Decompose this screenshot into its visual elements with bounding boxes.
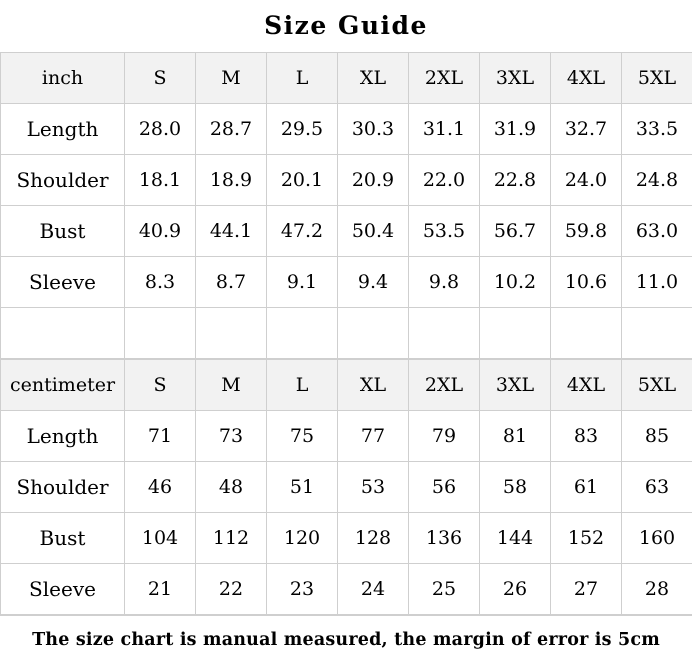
cell: 31.1 bbox=[409, 104, 480, 155]
cell: 144 bbox=[480, 513, 551, 564]
spacer-cell bbox=[338, 308, 409, 359]
cell: 9.8 bbox=[409, 257, 480, 308]
spacer-cell bbox=[196, 308, 267, 359]
cell: 58 bbox=[480, 462, 551, 513]
measure-label: Bust bbox=[1, 206, 125, 257]
cell: 9.1 bbox=[267, 257, 338, 308]
cell: 28.7 bbox=[196, 104, 267, 155]
cell: 40.9 bbox=[125, 206, 196, 257]
cell: 24.0 bbox=[551, 155, 622, 206]
cell: 32.7 bbox=[551, 104, 622, 155]
page-title: Size Guide bbox=[264, 11, 428, 40]
cell: 28 bbox=[622, 564, 692, 615]
size-header-l: L bbox=[267, 360, 338, 411]
measure-label: Length bbox=[1, 104, 125, 155]
cell: 22.8 bbox=[480, 155, 551, 206]
size-header-2xl: 2XL bbox=[409, 360, 480, 411]
size-header-xl: XL bbox=[338, 360, 409, 411]
size-header-4xl: 4XL bbox=[551, 53, 622, 104]
size-header-xl: XL bbox=[338, 53, 409, 104]
disclaimer-note: The size chart is manual measured, the margin of error is 5cm bbox=[0, 615, 692, 651]
cell: 10.6 bbox=[551, 257, 622, 308]
size-header-4xl: 4XL bbox=[551, 360, 622, 411]
cell: 46 bbox=[125, 462, 196, 513]
cell: 22 bbox=[196, 564, 267, 615]
cell: 24.8 bbox=[622, 155, 692, 206]
table-header-row bbox=[1, 360, 692, 411]
cell: 63 bbox=[622, 462, 692, 513]
cell: 112 bbox=[196, 513, 267, 564]
cell: 20.1 bbox=[267, 155, 338, 206]
table-row bbox=[1, 155, 692, 206]
size-header-m: M bbox=[196, 53, 267, 104]
cell: 59.8 bbox=[551, 206, 622, 257]
cell: 48 bbox=[196, 462, 267, 513]
spacer-cell bbox=[551, 308, 622, 359]
table-spacer-row bbox=[1, 308, 692, 359]
measure-label: Sleeve bbox=[1, 257, 125, 308]
size-header-m: M bbox=[196, 360, 267, 411]
cell: 31.9 bbox=[480, 104, 551, 155]
table-row bbox=[1, 104, 692, 155]
size-header-s: S bbox=[125, 360, 196, 411]
cell: 56 bbox=[409, 462, 480, 513]
table-row bbox=[1, 513, 692, 564]
cell: 104 bbox=[125, 513, 196, 564]
cell: 8.7 bbox=[196, 257, 267, 308]
cell: 61 bbox=[551, 462, 622, 513]
spacer-cell bbox=[267, 308, 338, 359]
cell: 28.0 bbox=[125, 104, 196, 155]
size-table-inch bbox=[0, 52, 692, 359]
cell: 30.3 bbox=[338, 104, 409, 155]
cell: 136 bbox=[409, 513, 480, 564]
cell: 11.0 bbox=[622, 257, 692, 308]
cell: 75 bbox=[267, 411, 338, 462]
measure-label: Sleeve bbox=[1, 564, 125, 615]
cell: 81 bbox=[480, 411, 551, 462]
cell: 83 bbox=[551, 411, 622, 462]
measure-label: Length bbox=[1, 411, 125, 462]
size-table-centimeter bbox=[0, 359, 692, 615]
cell: 24 bbox=[338, 564, 409, 615]
cell: 160 bbox=[622, 513, 692, 564]
size-header-3xl: 3XL bbox=[480, 360, 551, 411]
cell: 23 bbox=[267, 564, 338, 615]
table-header-row bbox=[1, 53, 692, 104]
cell: 50.4 bbox=[338, 206, 409, 257]
cell: 128 bbox=[338, 513, 409, 564]
cell: 56.7 bbox=[480, 206, 551, 257]
spacer-cell bbox=[409, 308, 480, 359]
cell: 71 bbox=[125, 411, 196, 462]
size-header-3xl: 3XL bbox=[480, 53, 551, 104]
unit-label-centimeter: centimeter bbox=[1, 360, 125, 411]
size-header-5xl: 5XL bbox=[622, 53, 692, 104]
cell: 152 bbox=[551, 513, 622, 564]
table-row bbox=[1, 564, 692, 615]
cell: 73 bbox=[196, 411, 267, 462]
cell: 63.0 bbox=[622, 206, 692, 257]
measure-label: Bust bbox=[1, 513, 125, 564]
cell: 53.5 bbox=[409, 206, 480, 257]
cell: 29.5 bbox=[267, 104, 338, 155]
spacer-cell bbox=[125, 308, 196, 359]
size-header-l: L bbox=[267, 53, 338, 104]
size-header-s: S bbox=[125, 53, 196, 104]
cell: 120 bbox=[267, 513, 338, 564]
cell: 33.5 bbox=[622, 104, 692, 155]
cell: 77 bbox=[338, 411, 409, 462]
spacer-cell bbox=[1, 308, 125, 359]
cell: 79 bbox=[409, 411, 480, 462]
cell: 21 bbox=[125, 564, 196, 615]
cell: 18.9 bbox=[196, 155, 267, 206]
cell: 53 bbox=[338, 462, 409, 513]
cell: 51 bbox=[267, 462, 338, 513]
size-header-5xl: 5XL bbox=[622, 360, 692, 411]
unit-label-inch: inch bbox=[1, 53, 125, 104]
table-row bbox=[1, 411, 692, 462]
cell: 9.4 bbox=[338, 257, 409, 308]
cell: 18.1 bbox=[125, 155, 196, 206]
cell: 27 bbox=[551, 564, 622, 615]
table-row bbox=[1, 257, 692, 308]
cell: 25 bbox=[409, 564, 480, 615]
measure-label: Shoulder bbox=[1, 462, 125, 513]
cell: 20.9 bbox=[338, 155, 409, 206]
spacer-cell bbox=[480, 308, 551, 359]
cell: 22.0 bbox=[409, 155, 480, 206]
cell: 10.2 bbox=[480, 257, 551, 308]
table-row bbox=[1, 462, 692, 513]
cell: 44.1 bbox=[196, 206, 267, 257]
cell: 8.3 bbox=[125, 257, 196, 308]
cell: 85 bbox=[622, 411, 692, 462]
cell: 26 bbox=[480, 564, 551, 615]
cell: 47.2 bbox=[267, 206, 338, 257]
measure-label: Shoulder bbox=[1, 155, 125, 206]
table-row bbox=[1, 206, 692, 257]
spacer-cell bbox=[622, 308, 692, 359]
size-header-2xl: 2XL bbox=[409, 53, 480, 104]
